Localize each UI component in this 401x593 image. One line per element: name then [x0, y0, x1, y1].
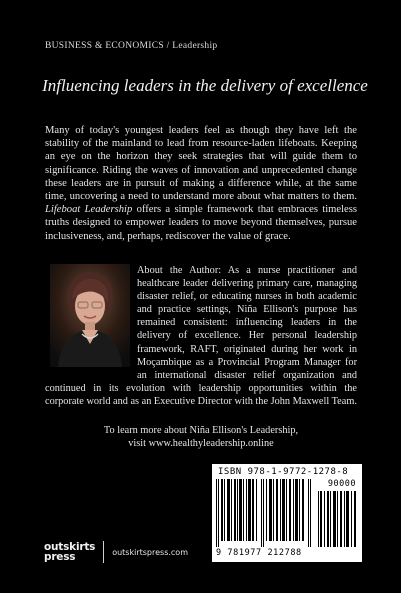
- learn-more-website: visit www.healthyleadership.online: [128, 438, 274, 449]
- publisher-logo: [44, 542, 95, 562]
- barcode-bars-main: [216, 479, 312, 547]
- learn-more-line1: To learn more about Niña Ellison's Leadership,: [103, 425, 299, 436]
- publisher-website: outskirtspress.com: [112, 547, 188, 557]
- blurb-part1: Many of today's youngest leaders feel as though they have left the stability of the mainland to lead from resource-laden lifeboats. Keeping an eye on the horizon they seek strategies that will guide them to significance. Riding the waves of innovation and unprecedented change these leaders are in pursuit of making a difference while, at the same time, uncovering a need to understand more about what matters to them.: [45, 125, 357, 203]
- publisher-logo-line2: press: [44, 551, 76, 563]
- isbn-barcode: [212, 464, 362, 562]
- category-line: BUSINESS & ECONOMICS / Leadership: [45, 41, 218, 51]
- tagline: Influencing leaders in the delivery of excellence: [42, 76, 368, 95]
- author-bio: [45, 264, 357, 408]
- barcode-number: 9 781977 212788: [216, 548, 302, 558]
- publisher-block: [44, 538, 188, 566]
- book-description: [45, 124, 357, 243]
- publisher-divider: [103, 541, 104, 563]
- learn-more: [40, 424, 362, 450]
- book-title: Lifeboat Leadership: [45, 204, 133, 216]
- price-code: 90000: [327, 479, 356, 489]
- isbn-text: ISBN 978-1-9772-1278-8: [218, 467, 349, 477]
- blurb-part2: offers a simple framework that embraces timeless truths designed to empower leaders to move beyond themselves, pursue inclusiveness, and, perhaps, rediscover the value of grace.: [45, 204, 357, 242]
- barcode-bars-addon: [318, 491, 358, 547]
- author-bio-text: About the Author: As a nurse practitioner and healthcare leader delivering primary care, managing disaster relief, or educating nurses in both academic and practice settings, Niña Ellison's purpose has remained consistent: influencing leaders in the delivery of excellence. Her personal leadership framework, RAFT, originated during her work in Moçambique as a Provincial Program Manager for an international disaster relief organization and continued in its evolution with leadership opportunities within the corporate world and as an Executive Director with the John Maxwell Team.: [45, 265, 357, 407]
- publisher-logo-line1: outskirts: [44, 541, 96, 553]
